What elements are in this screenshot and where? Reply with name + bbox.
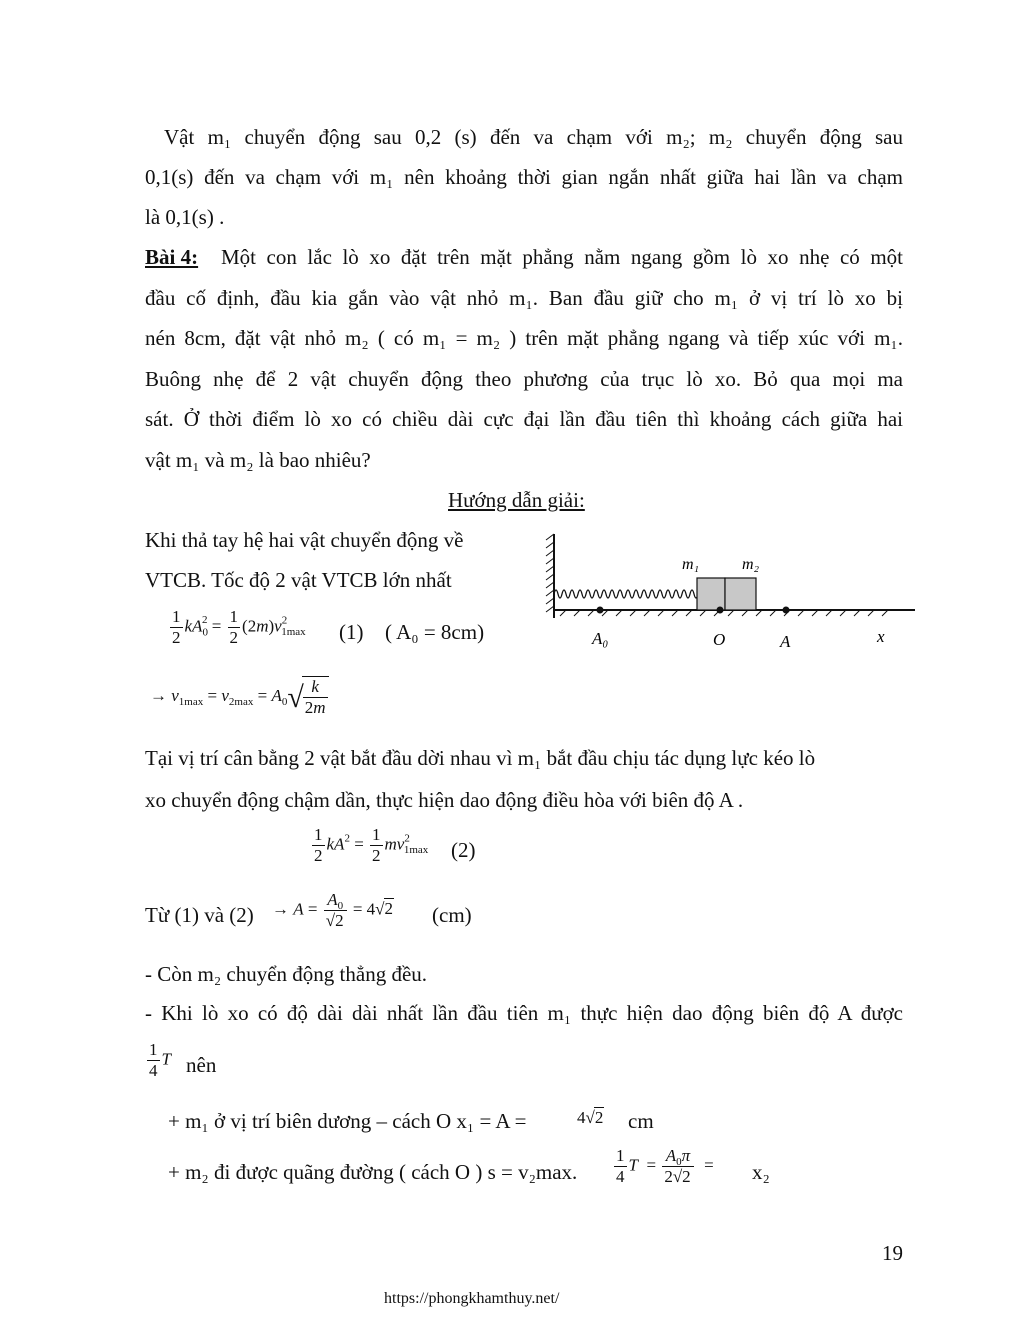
equation-1-tag: (1) xyxy=(339,620,364,644)
label-x: x xyxy=(877,627,885,646)
solution-line8-suffix: nên xyxy=(186,1053,217,1077)
block-m2 xyxy=(725,578,756,610)
solution-line9-unit: cm xyxy=(628,1109,654,1133)
problem-line2: đầu cố định, đầu kia gắn vào vật nhỏ m₁. Ban đầu giữ cho m₁ ở vị trí lò xo bị xyxy=(145,286,903,310)
para1-line2: 0,1(s) đến va chạm với m₁ nên khoảng thời gian ngắn nhất giữa hai lần va chạm xyxy=(145,165,903,189)
equation-2: $\frac{1}{2}$ $kA^2$ = $\frac{1}{2}$ $mv^2_{1max}$ xyxy=(314,825,429,865)
solution-line5-prefix: Từ (1) và (2) xyxy=(145,903,254,927)
solution-line10: + m₂ đi được quãng đường ( cách O ) s = v₂max. xyxy=(168,1160,578,1184)
point-a xyxy=(783,607,790,614)
point-o xyxy=(717,607,724,614)
equation-x1: 4√2 xyxy=(577,1108,604,1127)
equation-quarter-period: $\frac{1}{4}$ T xyxy=(149,1040,171,1080)
problem-line1: Một con lắc lò xo đặt trên mặt phẳng nằm ngang gồm lò xo nhẹ có một xyxy=(221,245,903,269)
label-m2: m₂ xyxy=(742,556,760,573)
solution-line9: + m₁ ở vị trí biên dương – cách O x₁ = A = xyxy=(168,1109,527,1133)
problem-line3: nén 8cm, đặt vật nhỏ m₂ ( có m₁ = m₂ ) trên mặt phẳng ngang và tiếp xúc với m₁. xyxy=(145,326,903,350)
para1-line1: Vật m₁ chuyển động sau 0,2 (s) đến va chạm với m₂; m₂ chuyển động sau xyxy=(164,125,903,149)
label-o: O xyxy=(713,630,726,649)
solution-line7: - Khi lò xo có độ dài dài nhất lần đầu tiên m₁ thực hiện dao động biên độ A được xyxy=(145,1001,903,1025)
solution-line4: xo chuyển động chậm dần, thực hiện dao động điều hòa với biên độ A . xyxy=(145,788,744,812)
footer-url: https://phongkhamthuy.net/ xyxy=(384,1290,560,1307)
problem-line6: vật m₁ và m₂ là bao nhiêu? xyxy=(145,448,371,472)
label-a0: A₀ xyxy=(592,629,609,648)
problem-label xyxy=(145,243,198,271)
solution-line3: Tại vị trí cân bằng 2 vật bắt đầu dời nhau vì m₁ bắt đầu chịu tác dụng lực kéo lò xyxy=(145,746,816,770)
label-m1: m₁ xyxy=(682,556,700,573)
equation-amplitude: → A = $\frac{A_0}{√2}$ = 4√2 xyxy=(272,890,393,930)
para1-line3: là 0,1(s) . xyxy=(145,205,225,229)
solution-line10-suffix: x₂ xyxy=(752,1160,770,1184)
equation-vmax: → $v_{1max} = v_{2max} = A_0√$ $\frac{k}{2m}$ xyxy=(150,676,331,718)
solution-line6: - Còn m₂ chuyển động thẳng đều. xyxy=(145,962,428,986)
solution-line1: Khi thả tay hệ hai vật chuyển động về xyxy=(145,528,464,552)
problem-line4: Buông nhẹ để 2 vật chuyển động theo phương của trục lò xo. Bỏ qua mọi ma xyxy=(145,367,903,391)
spring-diagram xyxy=(540,528,930,658)
wall-hatching xyxy=(546,534,554,612)
problem-line5: sát. Ở thời điểm lò xo có chiều dài cực đại lần đầu tiên thì khoảng cách giữa hai xyxy=(145,407,903,431)
page-number: 19 xyxy=(882,1241,903,1265)
solution-line2: VTCB. Tốc độ 2 vật VTCB lớn nhất xyxy=(145,568,452,592)
block-m1 xyxy=(697,578,725,610)
equation-x2: $\frac{1}{4}$ T = $\frac{A_0\pi}{2√2}$ = xyxy=(616,1146,714,1186)
spring xyxy=(554,590,718,598)
equation-1: $\frac{1}{2}$ $kA_0^2$ = $\frac{1}{2}$ $(2m)v^2_{1max}$ xyxy=(172,607,306,647)
point-a0 xyxy=(597,607,604,614)
equation-1-note: ( A₀ = 8cm) xyxy=(385,620,485,644)
label-a: A xyxy=(780,632,791,651)
equation-2-tag: (2) xyxy=(451,838,476,862)
solution-heading: Hướng dẫn giải: xyxy=(448,488,585,512)
equation-amplitude-unit: (cm) xyxy=(432,903,472,927)
problem-label-text: Bài 4: xyxy=(145,245,199,269)
